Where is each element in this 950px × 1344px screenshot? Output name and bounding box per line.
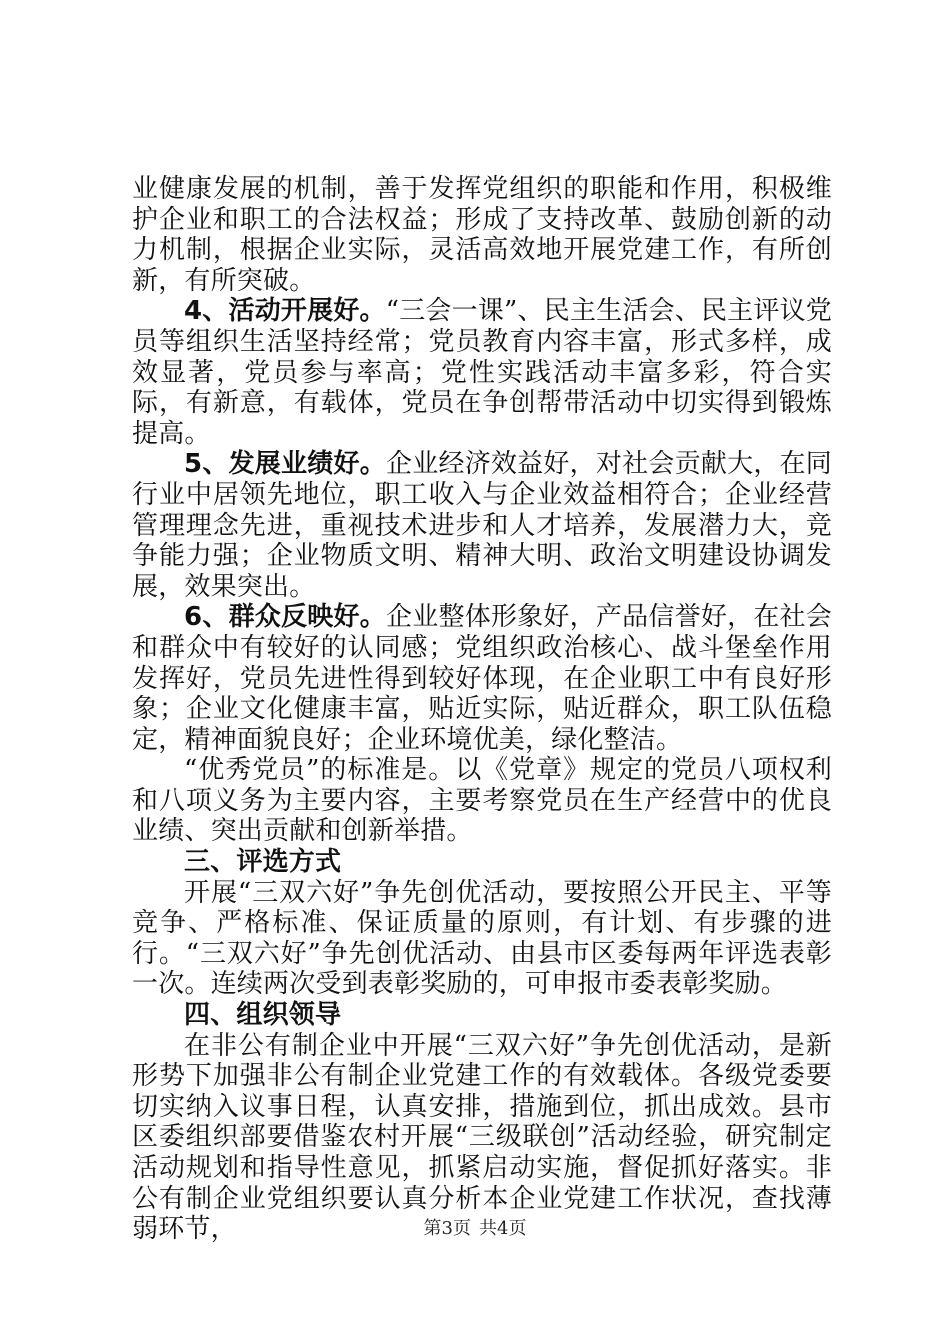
section-heading: 四、组织领导 xyxy=(184,1000,342,1031)
section-heading-leadership xyxy=(132,1000,832,1031)
paragraph-excellent-member xyxy=(132,755,832,847)
page-number: 第3页 xyxy=(423,1218,471,1239)
paragraph-activity xyxy=(132,296,832,449)
page-total: 共4页 xyxy=(479,1218,527,1239)
paragraph-text: “优秀党员”的标准是。以《党章》规定的党员八项权利和八项义务为主要内容，主要考察党员在生产经营中的优良业绩、突出贡献和创新举措。 xyxy=(132,755,832,847)
section-heading-selection-method xyxy=(132,847,832,878)
paragraph-heading: 5、发展业绩好。 xyxy=(184,449,386,480)
document-body xyxy=(132,174,832,1245)
section-heading: 三、评选方式 xyxy=(184,847,342,878)
paragraph-leadership xyxy=(132,1031,832,1245)
paragraph-performance xyxy=(132,449,832,602)
paragraph-text: 企业经济效益好，对社会贡献大，在同行业中居领先地位，职工收入与企业效益相符合；企业经营管理理念先进，重视技术进步和人才培养，发展潜力大，竞争能力强；企业物质文明、精神大明、政治文明建设协调发展，效果突出。 xyxy=(132,449,832,602)
paragraph-public-feedback xyxy=(132,602,832,755)
paragraph-continuation xyxy=(132,174,832,296)
paragraph-heading: 6、群众反映好。 xyxy=(184,602,386,633)
paragraph-text: “三会一课”、民主生活会、民主评议党员等组织生活坚持经常；党员教育内容丰富，形式多样，成效显著，党员参与率高；党性实践活动丰富多彩，符合实际，有新意，有载体，党员在争创帮带活动中切实得到锻炼提高。 xyxy=(132,296,832,449)
paragraph-text: 开展“三双六好”争先创优活动，要按照公开民主、平等竞争、严格标准、保证质量的原则，有计划、有步骤的进行。“三双六好”争先创优活动、由县市区委每两年评选表彰一次。连续两次受到表彰奖励的，可申报市委表彰奖励。 xyxy=(132,877,832,1000)
paragraph-text: 在非公有制企业中开展“三双六好”争先创优活动，是新形势下加强非公有制企业党建工作的有效载体。各级党委要切实纳入议事日程，认真安排，措施到位，抓出成效。县市区委组织部要借鉴农村开展“三级联创”活动经验，研究制定活动规划和指导性意见，抓紧启动实施，督促抓好落实。非公有制企业党组织要认真分析本企业党建工作状况，查找薄弱环节， xyxy=(132,1030,832,1245)
paragraph-selection-method xyxy=(132,878,832,1000)
paragraph-text: 业健康发展的机制，善于发挥党组织的职能和作用，积极维护企业和职工的合法权益；形成了支持改革、鼓励创新的动力机制，根据企业实际，灵活高效地开展党建工作，有所创新，有所突破。 xyxy=(132,174,832,296)
paragraph-text: 企业整体形象好，产品信誉好，在社会和群众中有较好的认同感；党组织政治核心、战斗堡垒作用发挥好，党员先进性得到较好体现，在企业职工中有良好形象；企业文化健康丰富，贴近实际，贴近群众，职工队伍稳定，精神面貌良好；企业环境优美，绿化整洁。 xyxy=(132,602,832,755)
page-footer xyxy=(0,1214,950,1240)
paragraph-heading: 4、活动开展好。 xyxy=(184,296,386,327)
